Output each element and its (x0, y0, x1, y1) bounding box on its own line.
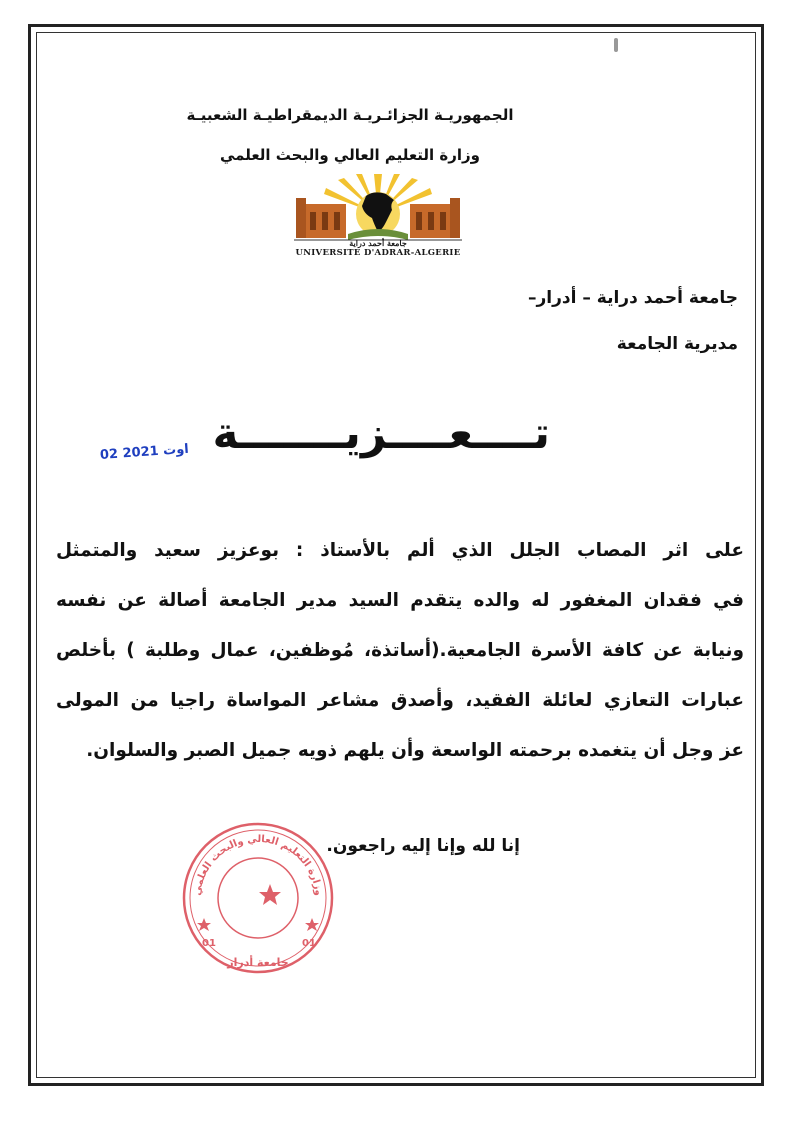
body-line: ونيابة عن كافة الأسرة الجامعية.(أساتذة، مُوظفين، عمال وطلبة ) بأخلص (56, 640, 744, 661)
star-icon-right (305, 918, 319, 931)
seal-number-left: 01 (202, 938, 216, 949)
closing-phrase: إنا لله وإنا إليه راجعون. (326, 836, 520, 856)
right-building (410, 198, 460, 238)
logo-caption (278, 238, 478, 258)
scan-mark (614, 38, 618, 52)
body-line: عز وجل أن يتغمده برحمته الواسعة وأن يلهم ذويه جميل الصبر والسلوان. (86, 740, 744, 761)
body-line: عبارات التعازي لعائلة الفقيد، وأصدق مشاعر المواساة راجيا من المولى (56, 690, 744, 711)
date-stamp: 02 اوت 2021 (99, 441, 190, 463)
university-name: جامعة أحمد دراية – أدرار– (527, 288, 738, 308)
logo-caption-fr: UNIVERSITE D'ADRAR-ALGERIE (295, 248, 461, 258)
seal-outer-text: وزارة التعليم العالي والبحث العلمي (192, 833, 324, 897)
star-icon-left (197, 918, 211, 931)
republic-heading: الجمهوريـة الجزائـريـة الديمقراطيـة الشعبيـة (186, 106, 514, 124)
star-icon (259, 884, 281, 905)
seal-number-right: 01 (302, 938, 316, 949)
directorate-name: مديرية الجامعة (616, 334, 738, 354)
document-title: تــــعــــزيـــــــة (212, 408, 550, 459)
body-line: في فقدان المغفور له والده يتقدم السيد مدير الجامعة أصالة عن نفسه (56, 590, 744, 611)
logo-caption-ar: جامعة أحمد دراية (349, 238, 407, 248)
ministry-heading: وزارة التعليم العالي والبحث العلمي (219, 146, 481, 164)
seal-bottom-text: جامعة أدرار (227, 956, 289, 969)
body-line: على اثر المصاب الجلل الذي ألم بالأستاذ : بوعزيز سعيد والمتمثل (56, 540, 744, 561)
left-building (296, 198, 346, 238)
